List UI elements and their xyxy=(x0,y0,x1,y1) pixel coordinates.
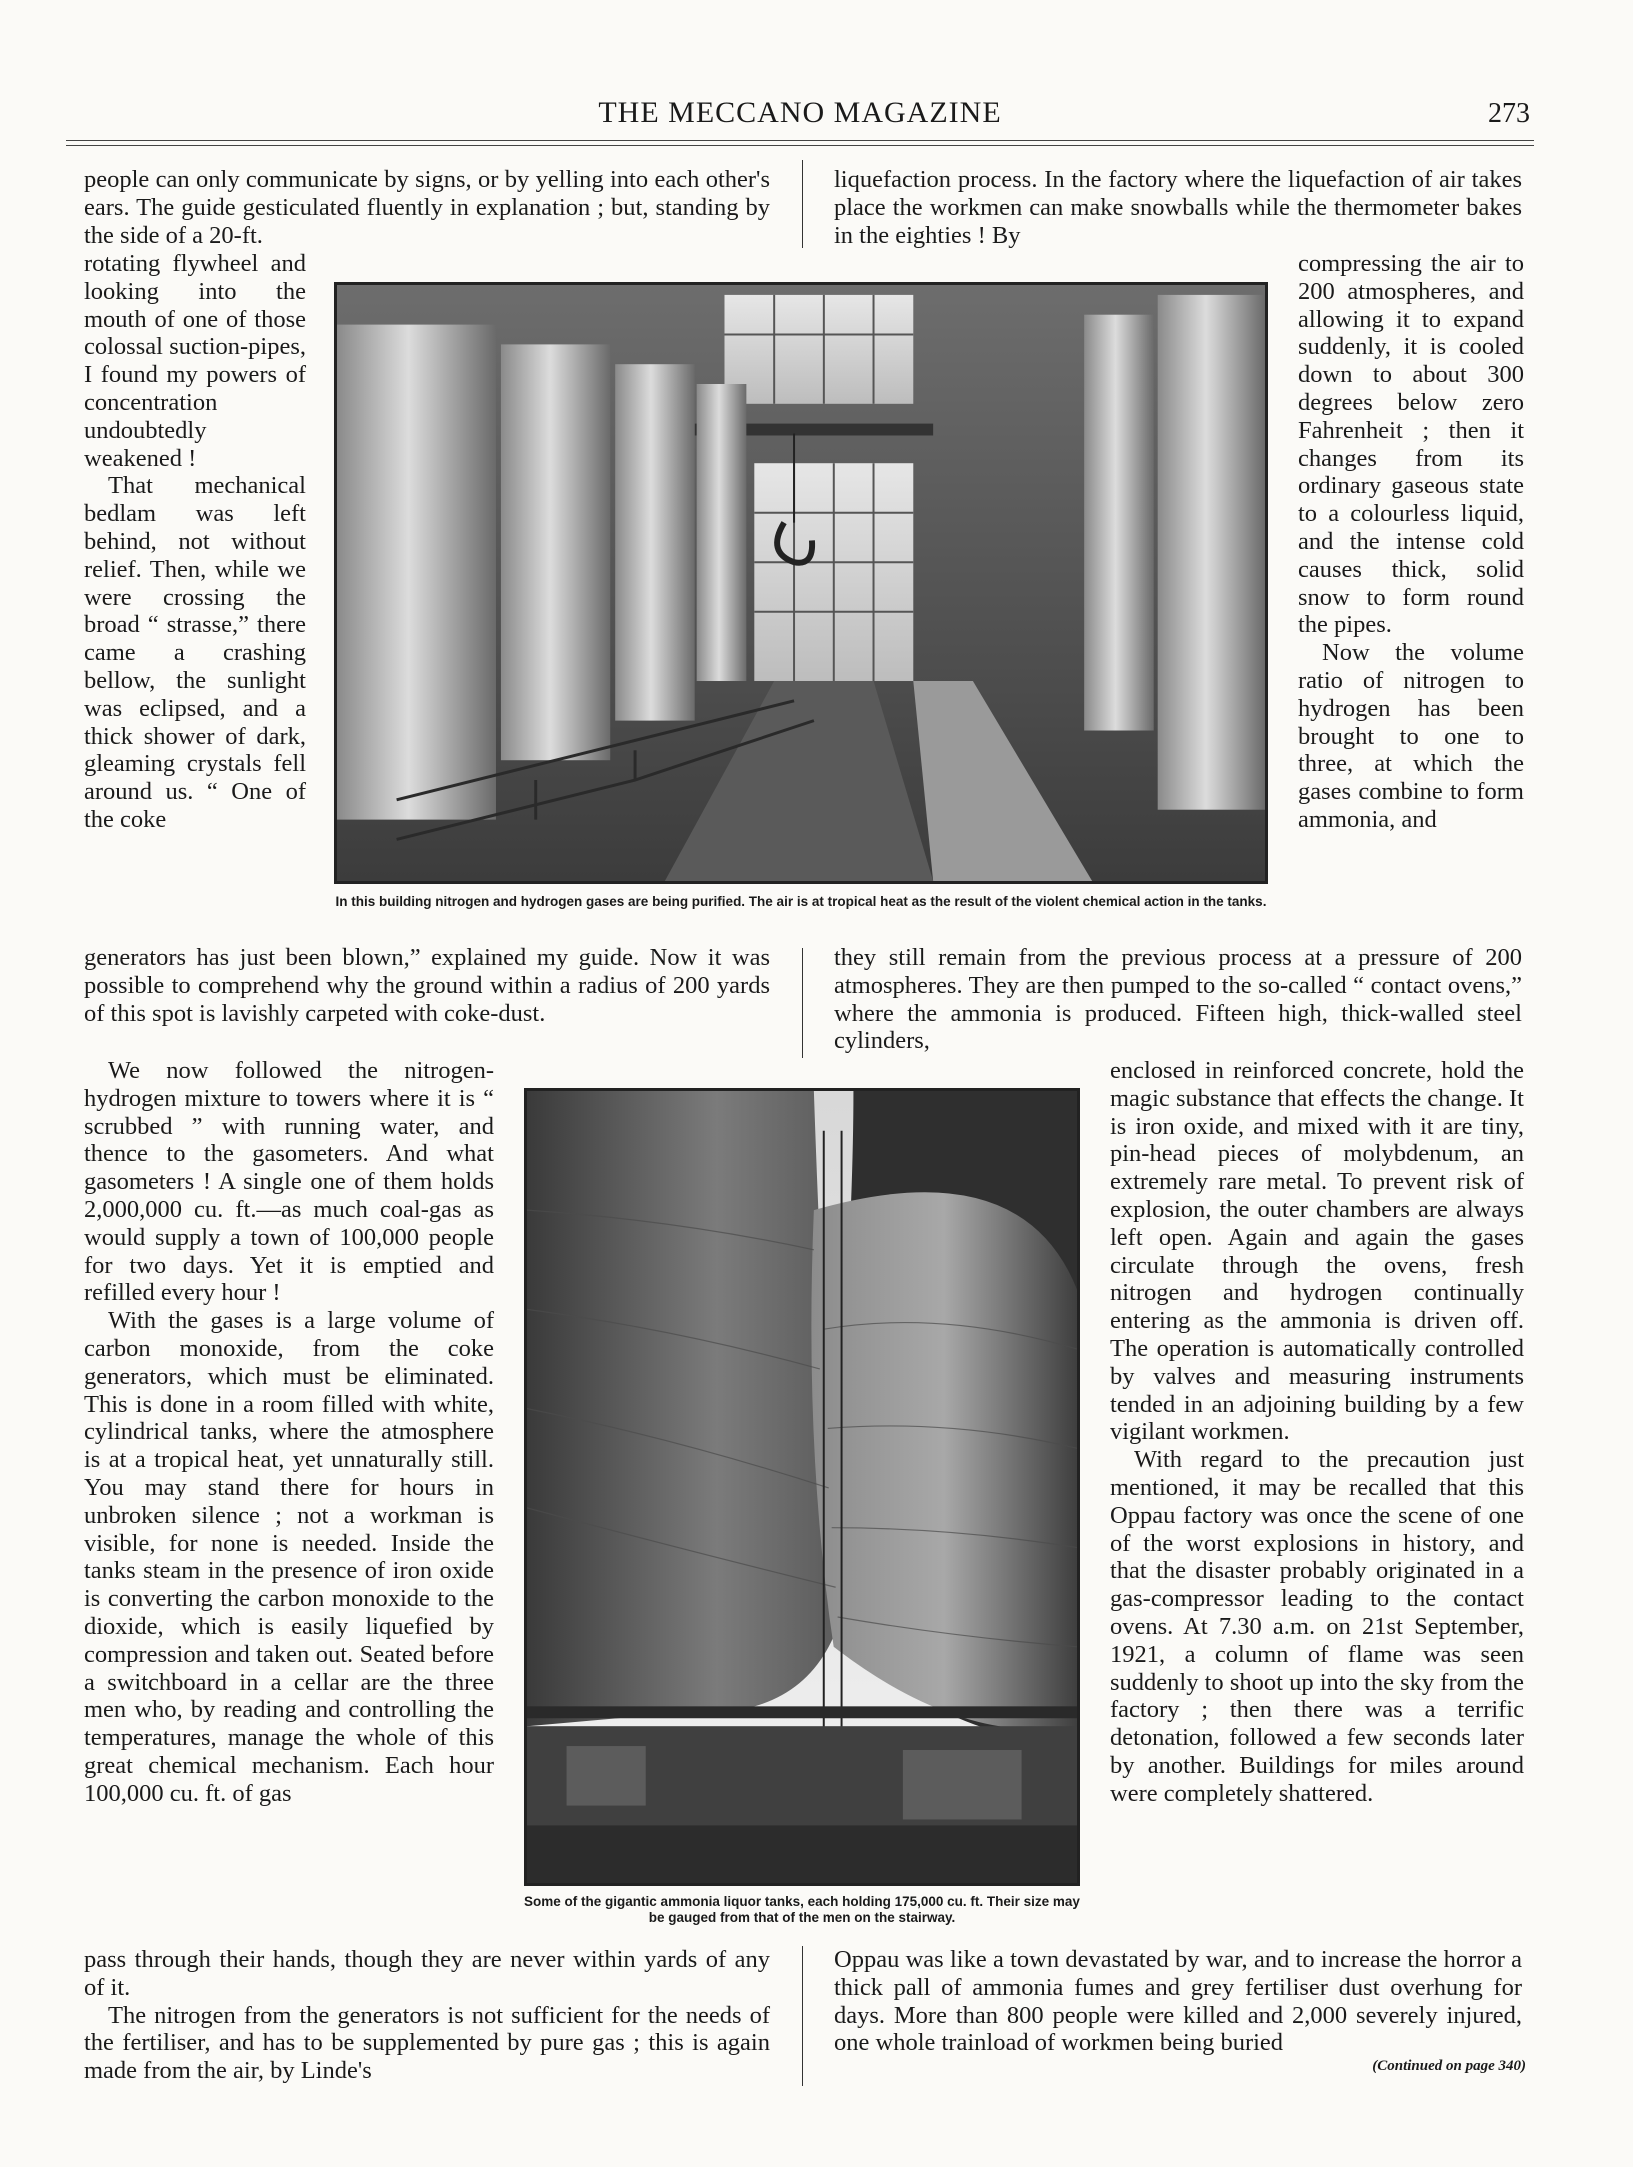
figure-purification-hall-photo xyxy=(334,282,1268,884)
header-rule-second xyxy=(66,145,1534,146)
tanks-illustration xyxy=(527,1091,1077,1883)
figure-ammonia-tanks-photo xyxy=(524,1088,1080,1886)
left-column-middle-text: generators has just been blown,” explained my guide. Now it was possible to comprehend why the ground within a radius of 200 yards of this spot is lavishly carpeted with coke-dust. xyxy=(84,944,770,1027)
right-narrow-text: compressing the air to 200 atmospheres, and allowing it to expand suddenly, it is cooled down to about 300 degrees below zero Fahrenheit ; then it changes from its ordinary gaseous state to a colourless liquid, and the intense cold causes thick, solid snow to form round the pipes. Now the volume ratio of nitrogen to hydrogen has been brought to one to three, at which the gases combine to form ammonia, and xyxy=(1298,250,1524,833)
left-column-bottom-text: pass through their hands, though they are never within yards of any of it. The nitrogen from the generators is not sufficient for the needs of the fertiliser, and has to be supplemented by pure gas ; this is again made from the air, by Linde's xyxy=(84,1946,770,2085)
page-number: 273 xyxy=(1488,98,1530,129)
column-divider-middle xyxy=(802,948,803,1058)
right-column-middle-text: they still remain from the previous process at a pressure of 200 atmospheres. They are then pumped to the so-called “ contact ovens,” where the ammonia is produced. Fifteen high, thick-walled steel cylinders, xyxy=(834,944,1522,1055)
hall-illustration xyxy=(337,285,1265,881)
left-column-lower-text: We now followed the nitrogen-hydrogen mixture to towers where it is “ scrubbed ” with running water, and thence to the gasometers. And what gasometers ! A single one of them holds 2,000,000 cu. ft.—as much coal-gas as would supply a town of 100,000 people for two days. Yet it is emptied and refilled every hour ! With the gases is a large volume of carbon monoxide, from the coke generators, which must be eliminated. This is done in a room filled with white, cylindrical tanks, where the atmosphere is at a tropical heat, yet unnaturally still. You may stand there for hours in unbroken silence ; not a workman is visible, for none is needed. Inside the tanks steam in the presence of iron oxide is converting the carbon monoxide to the dioxide, which is easily liquefied by compression and taken out. Seated before a switchboard in a cellar are the three men who, by reading and controlling the temperatures, manage the whole of this great chemical mechanism. Each hour 100,000 cu. ft. of gas xyxy=(84,1057,494,1807)
right-column-top-text: liquefaction process. In the factory where the liquefaction of air takes place the workmen can make snowballs while the thermometer bakes in the eighties ! By xyxy=(834,166,1522,249)
right-column-lower-text: enclosed in reinforced concrete, hold the magic substance that effects the change. It is iron oxide, and mixed with it are tiny, pin-head pieces of molybdenum, an extremely rare metal. To prevent risk of explosion, the outer chambers are always left open. Again and again the gases circulate through the ovens, fresh nitrogen and hydrogen continually entering as the ammonia is driven off. The operation is automatically controlled by valves and measuring instruments tended in an adjoining building by a few vigilant workmen. With regard to the precaution just mentioned, it may be recalled that this Oppau factory was once the scene of one of the worst explosions in history, and that the disaster probably originated in a gas-compressor leading to the contact ovens. At 7.30 a.m. on 21st September, 1921, a column of flame was seen suddenly to shoot up into the sky from the factory ; then there was a terrific detonation, followed a few seconds later by another. Buildings for miles around were completely shattered. xyxy=(1110,1057,1524,1807)
magazine-title: THE MECCANO MAGAZINE xyxy=(598,96,1002,129)
left-column-top-text: people can only communicate by signs, or by yelling into each other's ears. The guide gesticulated fluently in explanation ; but, standing by the side of a 20-ft. xyxy=(84,166,770,249)
column-divider-bottom xyxy=(802,1946,803,2086)
right-column-bottom-text: Oppau was like a town devastated by war, and to increase the horror a thick pall of ammonia fumes and grey fertiliser dust overhung for days. More than 800 people were killed and 2,000 severely injured, one whole trainload of workmen being buried xyxy=(834,1946,1522,2057)
figure-1-caption: In this building nitrogen and hydrogen gases are being purified. The air is at tropical heat as the result of the violent chemical action in the tanks. xyxy=(335,894,1267,909)
left-narrow-text: rotating flywheel and looking into the mouth of one of those colossal suction-pipes, I found my powers of concentration undoubtedly weakened ! That mechanical bedlam was left behind, not without relief. Then, while we were crossing the broad “ strasse,” there came a crashing bellow, the sunlight was eclipsed, and a thick shower of dark, gleaming crystals fell around us. “ One of the coke xyxy=(84,250,306,833)
figure-2-caption: Some of the gigantic ammonia liquor tanks, each holding 175,000 cu. ft. Their size may be gauged from that of the men on the stairway. xyxy=(524,1894,1080,1925)
header-rule xyxy=(66,140,1534,141)
column-divider-top xyxy=(802,160,803,248)
continued-note: (Continued on page 340) xyxy=(1372,2058,1526,2074)
